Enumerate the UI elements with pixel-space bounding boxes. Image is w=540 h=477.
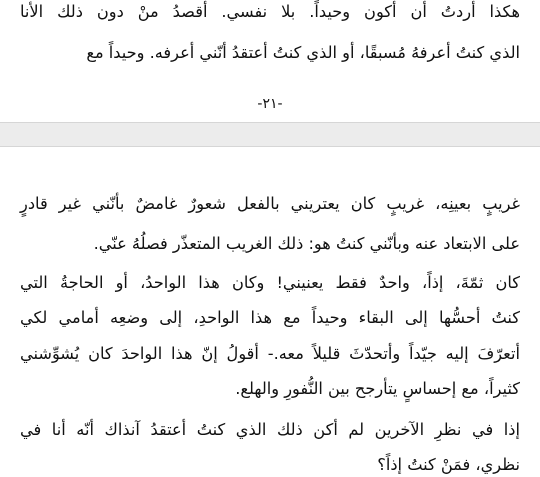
text-line: كنتُ أحسُّها إلى البقاء وحيداً مع هذا الواحدِ، إلى وضعِه أمامي لكي xyxy=(20,308,520,327)
text-line: كثيراً، مع إحساسٍ يتأرجح بين النُّفورِ والهلع. xyxy=(235,379,520,398)
text-line: إذا في نظرِ الآخرين لم أكن ذلك الذي كنتُ أعتقدُ آنذاك أنّه أنا في xyxy=(20,420,520,439)
text-line: أتعرّفَ إليه جيّداً وأتحدّثَ قليلاً معه.- أقولُ إنّ هذا الواحدَ كان يُشوِّشني xyxy=(20,344,520,363)
text-line: نظري، فمَنْ كنتُ إذاً؟ xyxy=(377,455,520,474)
top-page xyxy=(0,0,540,123)
page-number: -٢١- xyxy=(257,96,283,112)
text-line: الذي كنتُ أعرفهُ مُسبقًا، أو الذي كنتُ أعتقدُ أنّني أعرفه. وحيداً مع xyxy=(86,43,520,62)
text-line: على الابتعاد عنه وبأنّني كنتُ هو: ذلك الغريب المتعذّر فصلُهُ عنّي. xyxy=(93,234,520,253)
text-line: هكذا أردتُ أن أكون وحيداً. بلا نفسي. أقصدُ منْ دون ذلك الأنا xyxy=(20,2,520,21)
text-line: كان ثمّةَ، إذاً، واحدٌ فقط يعنيني! وكان هذا الواحدُ، أو الحاجةُ التي xyxy=(20,273,520,292)
text-line: غريبٍ بعينِه، غريبٍ كان يعتريني بالفعل شعورٌ غامضٌ بأنّني غير قادرٍ xyxy=(20,194,520,213)
bottom-page xyxy=(0,146,540,477)
